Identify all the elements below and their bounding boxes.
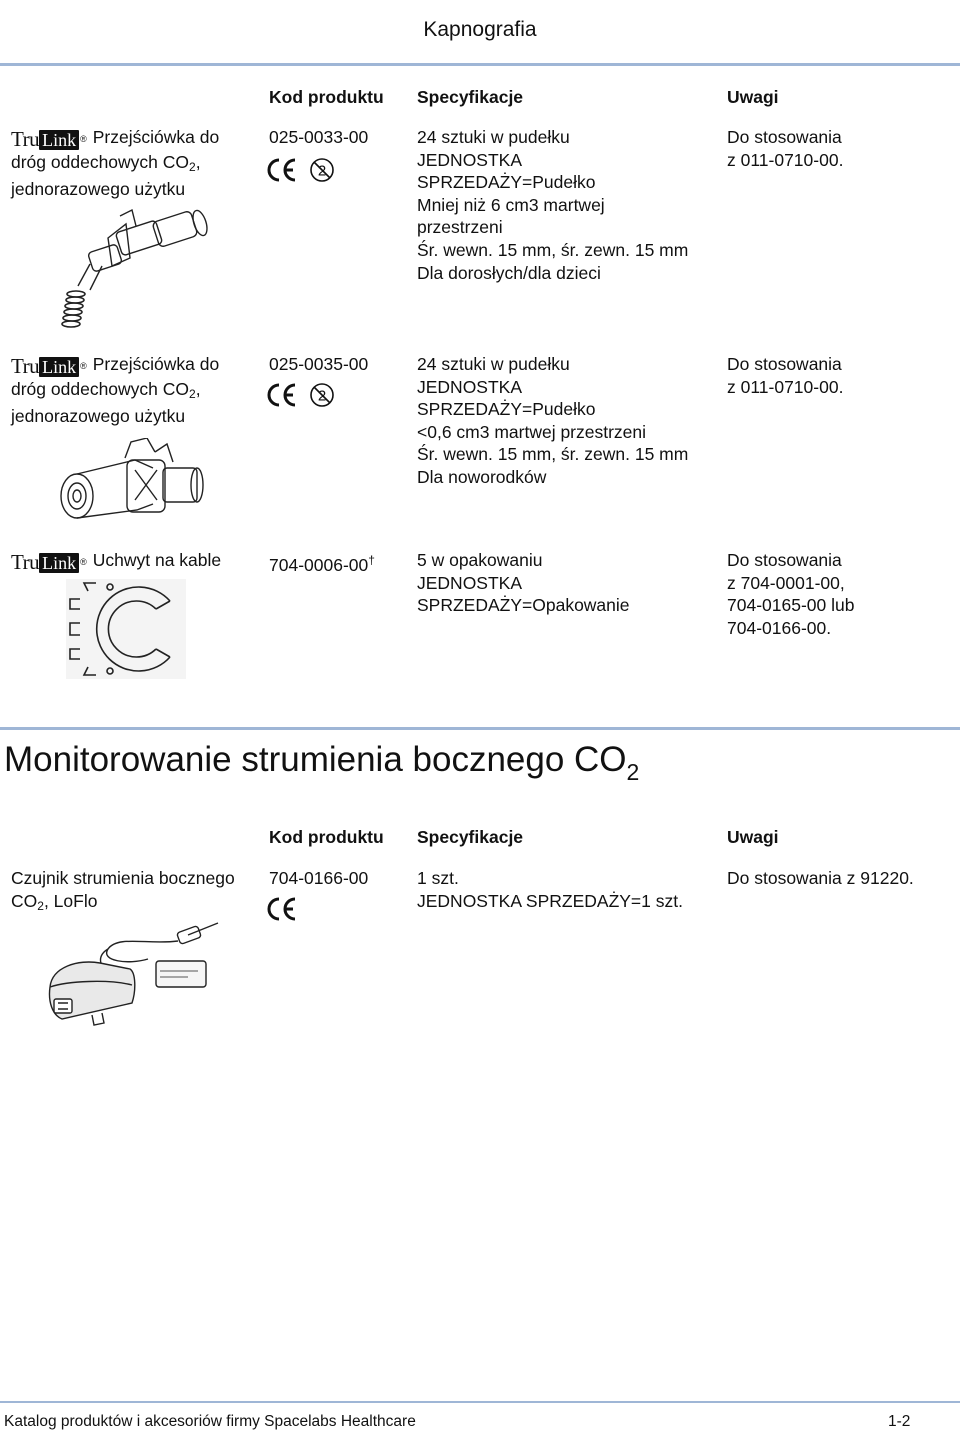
svg-text:2: 2 [317,387,327,405]
product-code: 025-0033-00 [269,127,369,147]
trulink-logo: Tru Link ® [11,354,87,378]
product-notes: Do stosowania z 011-0710-00. [727,354,844,397]
footer-rule [0,1401,960,1403]
column-header-spec: Specyfikacje [417,827,524,847]
column-header-code: Kod produktu [269,87,384,107]
product-notes: Do stosowania z 91220. [727,868,914,888]
header-rule [0,63,960,66]
trulink-logo: Tru Link ® [11,550,87,574]
product-spec: 1 szt. JEDNOSTKA SPRZEDAŻY=1 szt. [417,868,683,911]
product-row [0,353,960,533]
product-row [0,549,960,699]
page-header-title: Kapnografia [423,18,537,41]
product-name: Tru Link ® Uchwyt na kable [11,550,222,574]
airway-adapter-image [60,196,220,331]
neonatal-adapter-image [55,438,215,533]
product-name: Tru Link ® Przejściówka do dróg oddechowych $CO_2$, jednorazowego użytku [11,127,220,200]
trulink-logo: Tru Link ® [11,127,87,151]
product-spec: 5 w opakowaniu JEDNOSTKA SPRZEDAŻY=Opakowanie [417,550,630,616]
product-row [0,867,960,1037]
column-header-code: Kod produktu [269,827,384,847]
section-rule [0,727,960,730]
product-name: Tru Link ® Przejściówka do dróg oddechowych $CO_2$, jednorazowego użytku [11,354,220,427]
product-code: 704-0166-00 [269,868,369,888]
footer-page-number: 1-2 [888,1413,911,1430]
svg-text:2: 2 [317,162,327,180]
product-code: 704-0006-00† [269,553,375,575]
ce-mark-icon [265,156,337,184]
product-notes: Do stosowania z 011-0710-00. [727,127,844,170]
cable-holder-image [66,579,186,679]
ce-mark-icon [265,895,305,923]
product-code: 025-0035-00 [269,354,369,374]
column-header-spec: Specyfikacje [417,87,524,107]
column-header-notes: Uwagi [727,827,779,847]
product-spec: 24 sztuki w pudełku JEDNOSTKA SPRZEDAŻY=Pudełko Mniej niż 6 cm3 martwej przestrzeni Śr. wewn. 15 mm, śr. zewn. 15 mm Dla dorosłych/dla dzieci [417,127,689,283]
ce-mark-icon [265,381,337,409]
product-name: Czujnik strumienia bocznego $CO_2$, LoFlo [11,868,235,913]
section-title: Monitorowanie strumienia bocznego $CO_2$ [4,740,640,785]
footer-catalog-title: Katalog produktów i akcesoriów firmy Spacelabs Healthcare [4,1413,416,1430]
product-row [0,126,960,336]
product-notes: Do stosowania z 704-0001-00, 704-0165-00 lub 704-0166-00. [727,550,855,638]
column-header-notes: Uwagi [727,87,779,107]
product-spec: 24 sztuki w pudełku JEDNOSTKA SPRZEDAŻY=Pudełko <0,6 cm3 martwej przestrzeni Śr. wewn. 15 mm, śr. zewn. 15 mm Dla noworodków [417,354,689,487]
sidestream-sensor-image [38,915,223,1030]
